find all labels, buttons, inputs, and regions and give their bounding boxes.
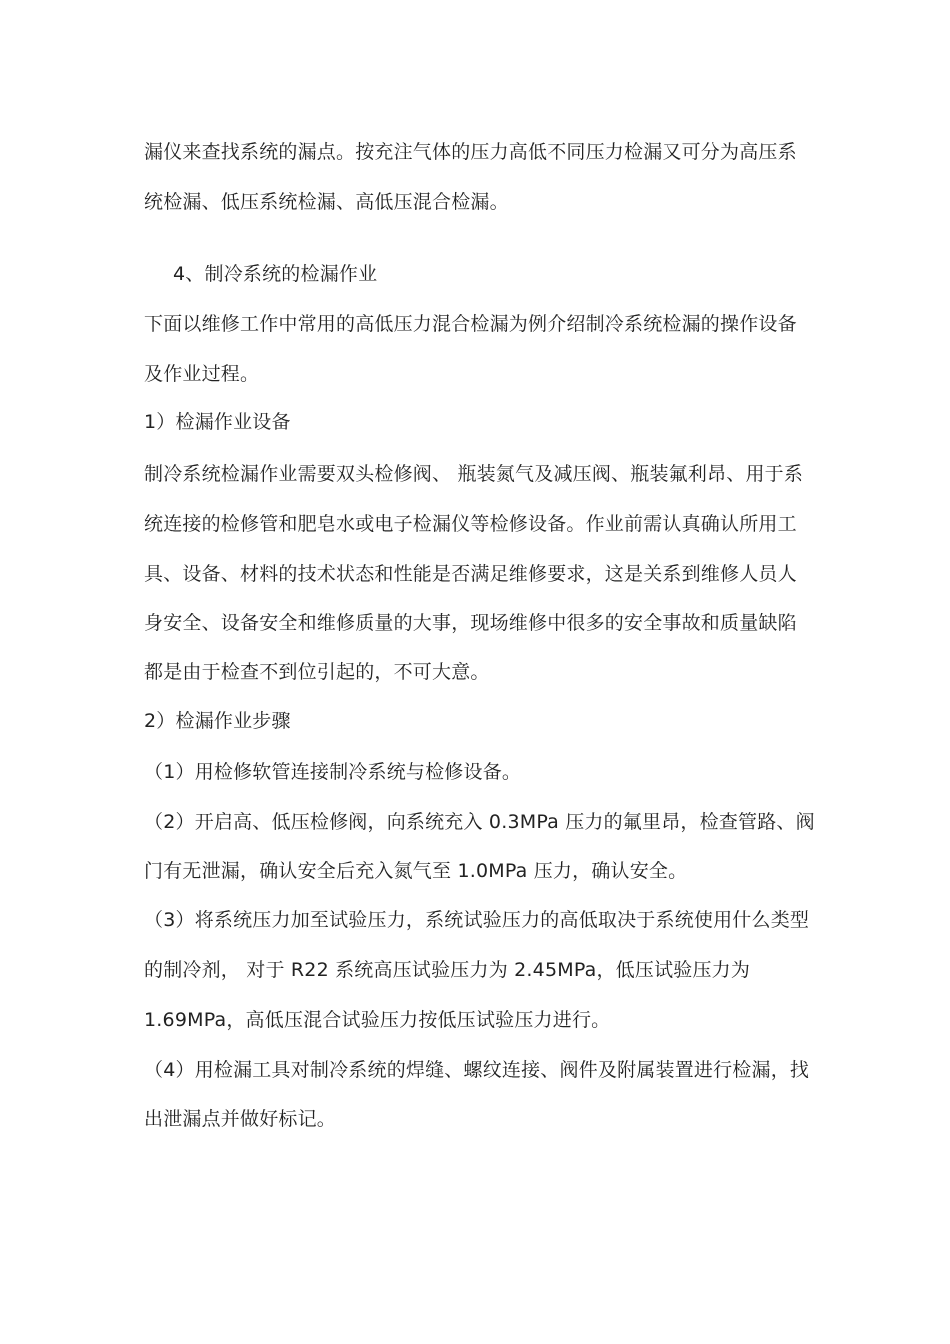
paragraph-line: 门有无泄漏，确认安全后充入氮气至 1.0MPa 压力，确认安全。 — [144, 860, 688, 882]
paragraph-line: 制冷系统检漏作业需要双头检修阀、 瓶装氮气及减压阀、瓶装氟利昂、用于系 — [144, 463, 804, 485]
paragraph-line: 都是由于检查不到位引起的，不可大意。 — [144, 661, 490, 683]
list-item: （3）将系统压力加至试验压力，系统试验压力的高低取决于系统使用什么类型 — [144, 909, 810, 931]
list-item: （2）开启高、低压检修阀，向系统充入 0.3MPa 压力的氟里昂，检查管路、阀 — [144, 811, 815, 833]
list-item: （4）用检漏工具对制冷系统的焊缝、螺纹连接、阀件及附属装置进行检漏，找 — [144, 1059, 810, 1081]
paragraph-line: 1.69MPa，高低压混合试验压力按低压试验压力进行。 — [144, 1009, 611, 1031]
paragraph-line: 身安全、设备安全和维修质量的大事，现场维修中很多的安全事故和质量缺陷 — [144, 612, 797, 634]
paragraph-line: 出泄漏点并做好标记。 — [144, 1108, 337, 1130]
paragraph-line: 漏仪来查找系统的漏点。按充注气体的压力高低不同压力检漏又可分为高压系 — [144, 141, 797, 163]
paragraph-line: 具、设备、材料的技术状态和性能是否满足维修要求，这是关系到维修人员人 — [144, 563, 797, 585]
list-item: （1）用检修软管连接制冷系统与检修设备。 — [144, 761, 522, 783]
paragraph-line: 统连接的检修管和肥皂水或电子检漏仪等检修设备。作业前需认真确认所用工 — [144, 513, 797, 535]
paragraph-line: 统检漏、低压系统检漏、高低压混合检漏。 — [144, 191, 509, 213]
subsection-heading: 1）检漏作业设备 — [144, 411, 291, 433]
paragraph-line: 及作业过程。 — [144, 363, 260, 385]
subsection-heading: 2）检漏作业步骤 — [144, 710, 291, 732]
paragraph-line: 下面以维修工作中常用的高低压力混合检漏为例介绍制冷系统检漏的操作设备 — [144, 313, 797, 335]
paragraph-line: 的制冷剂， 对于 R22 系统高压试验压力为 2.45MPa，低压试验压力为 — [144, 959, 751, 981]
section-heading: 4、制冷系统的检漏作业 — [173, 263, 378, 285]
